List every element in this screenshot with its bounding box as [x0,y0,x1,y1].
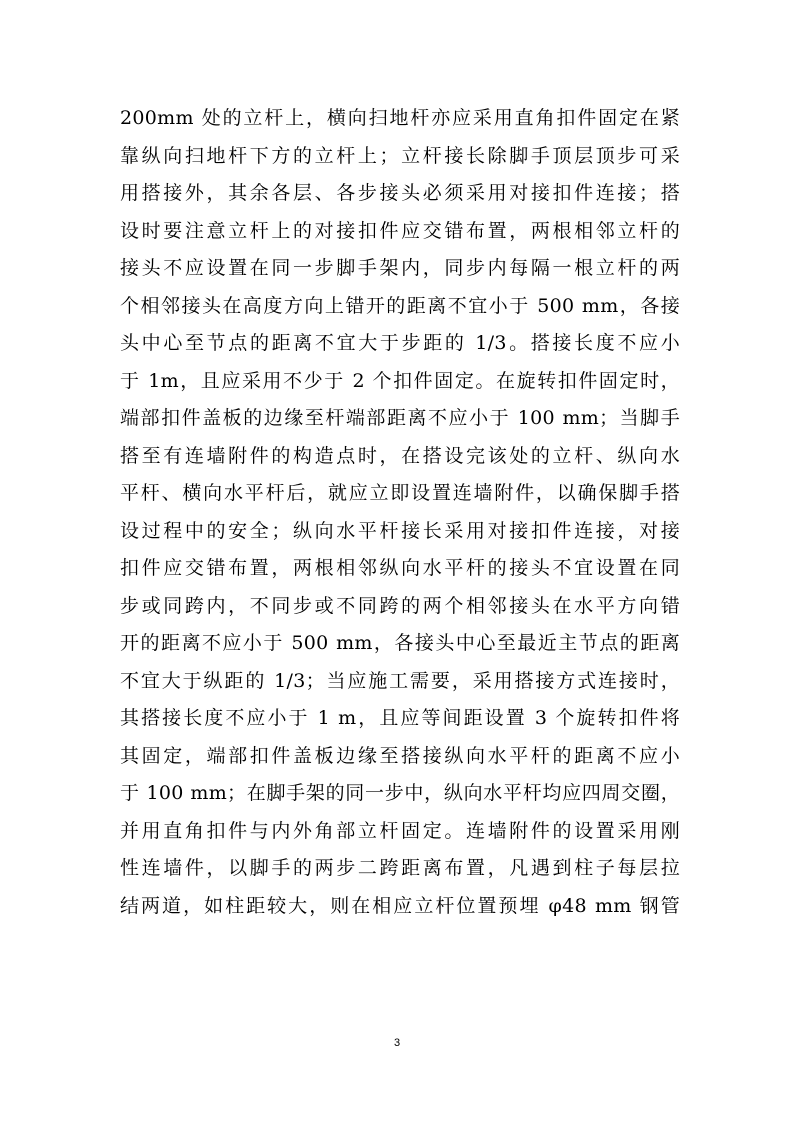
text-line: 用搭接外，其余各层、各步接头必须采用对接扣件连接；搭 [120,182,680,204]
text-line: 个相邻接头在高度方向上错开的距离不宜小于 500 mm，各接 [120,294,680,317]
text-line: 200mm 处的立杆上，横向扫地杆亦应采用直角扣件固定在紧 [120,107,680,129]
text-line: 其固定，端部扣件盖板边缘至搭接纵向水平杆的距离不应小 [120,744,680,767]
text-line: 平杆、横向水平杆后，就应立即设置连墙附件，以确保脚手搭 [120,482,680,504]
text-line: 性连墙件，以脚手的两步二跨距离布置，凡遇到柱子每层拉 [120,857,680,879]
text-line: 步或同跨内，不同步或不同跨的两个相邻接头在水平方向错 [120,594,680,617]
text-line: 设过程中的安全；纵向水平杆接长采用对接扣件连接，对接 [120,519,680,542]
text-line: 其搭接长度不应小于 1 m，且应等间距设置 3 个旋转扣件将 [120,707,680,729]
text-line: 开的距离不应小于 500 mm，各接头中心至最近主节点的距离 [120,632,680,654]
text-line: 并用直角扣件与内外角部立杆固定。连墙附件的设置采用刚 [120,819,680,842]
text-line: 头中心至节点的距离不宜大于步距的 1/3。搭接长度不应小 [120,332,680,354]
text-line: 于 1m，且应采用不少于 2 个扣件固定。在旋转扣件固定时， [120,369,680,392]
text-line: 接头不应设置在同一步脚手架内，同步内每隔一根立杆的两 [120,257,680,279]
body-text [120,100,680,925]
text-line: 搭至有连墙附件的构造点时，在搭设完该处的立杆、纵向水 [120,444,680,467]
text-line: 结两道，如柱距较大，则在相应立杆位置预埋 φ48 mm 钢管 [120,894,680,917]
text-line: 端部扣件盖板的边缘至杆端部距离不应小于 100 mm；当脚手 [120,407,680,429]
text-line: 靠纵向扫地杆下方的立杆上；立杆接长除脚手顶层顶步可采 [120,144,680,167]
text-line: 设时要注意立杆上的对接扣件应交错布置，两根相邻立杆的 [120,219,680,242]
text-line: 不宜大于纵距的 1/3；当应施工需要，采用搭接方式连接时， [120,669,680,692]
text-line: 扣件应交错布置，两根相邻纵向水平杆的接头不宜设置在同 [120,557,680,579]
text-line: 于 100 mm；在脚手架的同一步中，纵向水平杆均应四周交圈， [120,782,680,804]
page-number: 3 [393,1037,401,1049]
